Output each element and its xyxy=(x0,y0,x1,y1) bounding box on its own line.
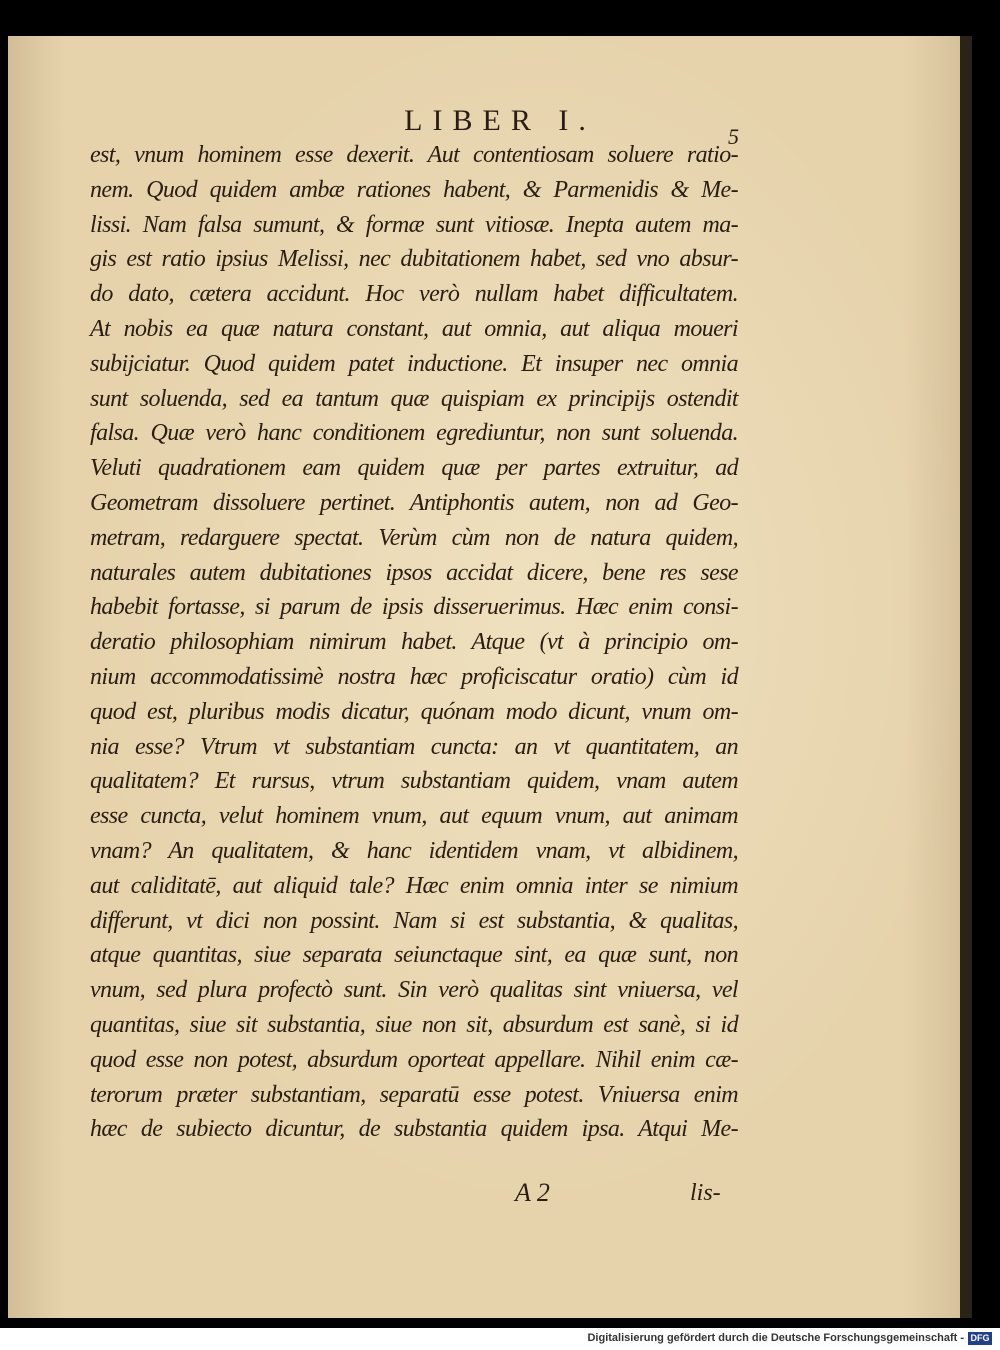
signature-mark: A 2 xyxy=(515,1178,550,1207)
text-line: quod est, pluribus modis dicatur, quónam modo dicunt, vnum om- xyxy=(90,698,738,725)
text-line: Veluti quadrationem eam quidem quæ per partes extruitur, ad xyxy=(90,455,738,482)
dfg-logo: DFG xyxy=(968,1332,992,1345)
text-line: quod esse non potest, absurdum oporteat appellare. Nihil enim cæ- xyxy=(90,1046,738,1073)
text-line: quantitas, siue sit substantia, siue non sit, absurdum est sanè, si id xyxy=(90,1011,738,1038)
page-edge-shadow xyxy=(960,36,972,1318)
text-line: est, vnum hominem esse dexerit. Aut contentiosam soluere ratio- xyxy=(90,142,738,168)
text-line: vnum, sed plura profectò sunt. Sin verò qualitas sint vniuersa, vel xyxy=(90,977,738,1004)
text-line: nia esse? Vtrum vt substantiam cuncta: an vt quantitatem, an xyxy=(90,733,738,760)
text-line: aut caliditatē, aut aliquid tale? Hæc enim omnia inter se nimium xyxy=(90,872,738,899)
text-line: Geometram dissoluere pertinet. Antiphontis autem, non ad Geo- xyxy=(90,489,738,516)
text-line: hæc de subiecto dicuntur, de substantia quidem ipsa. Atqui Me- xyxy=(90,1116,738,1143)
text-line: nem. Quod quidem ambæ rationes habent, & Parmenidis & Me- xyxy=(90,176,738,203)
text-line: sunt soluenda, sed ea tantum quæ quispiam ex principijs ostendit xyxy=(90,385,738,412)
text-line: vnam? An qualitatem, & hanc identidem vnam, vt albidinem, xyxy=(90,837,738,864)
text-line: atque quantitas, siue separata seiunctaque sint, ea quæ sunt, non xyxy=(90,942,738,969)
text-line: metram, redarguere spectat. Verùm cùm non de natura quidem, xyxy=(90,524,738,551)
page-number: 5 xyxy=(728,124,739,149)
text-line: lissi. Nam falsa sumunt, & formæ sunt vitiosæ. Inepta autem ma- xyxy=(90,211,738,238)
text-line: qualitatem? Et rursus, vtrum substantiam quidem, vnam autem xyxy=(90,768,738,795)
text-line: nium accommodatissimè nostra hæc proficiscatur oratio) cùm id xyxy=(90,663,738,690)
text-line: terorum præter substantiam, separatū esse potest. Vniuersa enim xyxy=(90,1081,738,1108)
text-line: gis est ratio ipsius Melissi, nec dubitationem habet, sed vno absur- xyxy=(90,246,738,273)
text-line: naturales autem dubitationes ipsos accidat dicere, bene res sese xyxy=(90,559,738,586)
text-line: falsa. Quæ verò hanc conditionem egrediuntur, non sunt soluenda. xyxy=(90,420,738,447)
text-line: differunt, vt dici non possint. Nam si est substantia, & qualitas, xyxy=(90,907,738,934)
text-block xyxy=(90,138,738,1147)
text-line: deratio philosophiam nimirum habet. Atque (vt à principio om- xyxy=(90,629,738,656)
text-line: At nobis ea quæ natura constant, aut omnia, aut aliqua moueri xyxy=(90,315,738,342)
text-line: habebit fortasse, si parum de ipsis disseruerimus. Hæc enim consi- xyxy=(90,594,738,621)
text-line: do dato, cætera accidunt. Hoc verò nullam habet difficultatem. xyxy=(90,281,738,308)
running-head: LIBER I. xyxy=(404,104,596,137)
text-line: esse cuncta, velut hominem vnum, aut equum vnum, aut animam xyxy=(90,803,738,830)
catchword: lis- xyxy=(690,1180,721,1206)
digitization-credit: Digitalisierung gefördert durch die Deutsche Forschungsgemeinschaft - xyxy=(587,1332,964,1344)
text-line: subijciatur. Quod quidem patet inductione. Et insuper nec omnia xyxy=(90,350,738,377)
